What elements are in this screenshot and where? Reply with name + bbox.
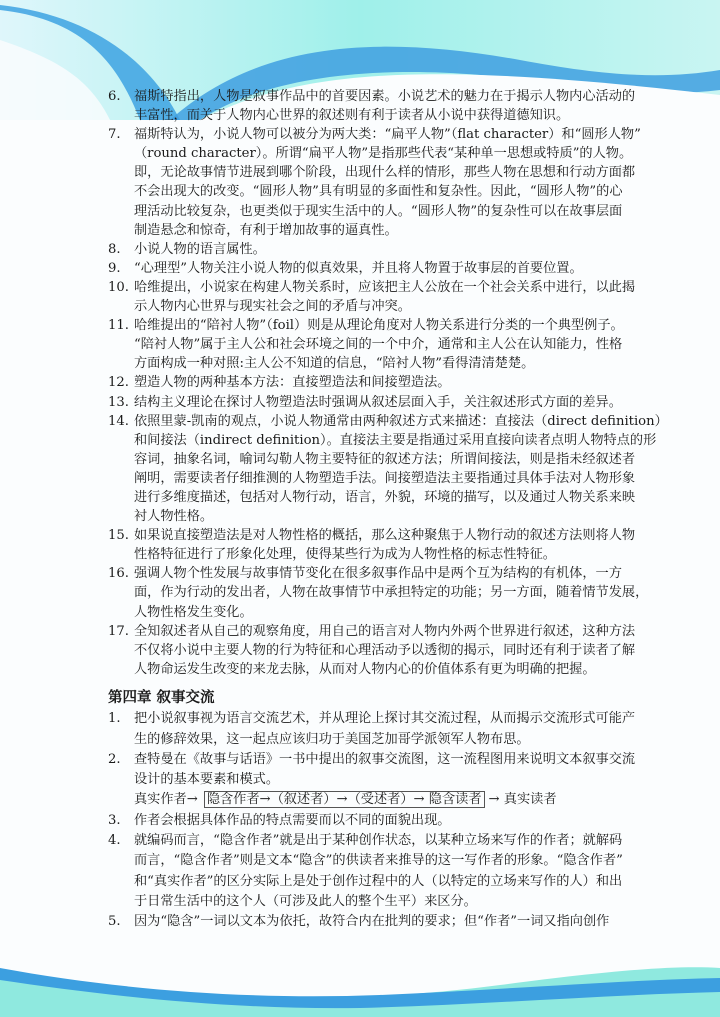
section-chapter-4 [108, 688, 636, 933]
item-number: 13. [108, 394, 129, 410]
item-text-line: 和间接法（indirect definition）。直接法主要是指通过采用直接向读者点明人物特点的形 [134, 432, 657, 448]
item-text-line: 因为“隐含”一词以文本为依托，故符合内在批判的要求；但“作者”一词又指向创作 [134, 914, 610, 930]
item-text-line: 方面构成一种对照:主人公不知道的信息，“陪衬人物”看得清清楚楚。 [134, 356, 535, 372]
item-text-line: 于日常生活中的这个人（可涉及此人的整个生平）来区分。 [134, 893, 477, 909]
item-text-line: 哈维提出的“陪衬人物”（foil）则是从理论角度对人物关系进行分类的一个典型例子。 [134, 318, 624, 334]
list-item [108, 87, 636, 125]
item-number: 9. [108, 260, 121, 276]
list-item [108, 811, 618, 831]
list-item [108, 259, 618, 278]
list-item [108, 373, 618, 392]
list-item [108, 564, 649, 621]
item-text-line: 查特曼在《故事与话语》一书中提出的叙事交流图，这一流程图用来说明文本叙事交流 [134, 751, 636, 767]
item-text-line: 把小说叙事视为语言交流艺术，并从理论上探讨其交流过程，从而揭示交流形式可能产 [134, 711, 636, 727]
list-item [108, 831, 623, 912]
chapter-heading: 第四章 叙事交流 [108, 690, 215, 706]
item-text-line: 强调人物个性发展与故事情节变化在很多叙事作品中是两个互为结构的有机体，一方 [134, 566, 622, 582]
item-number: 7. [108, 127, 121, 143]
item-text-line: 就编码而言，“隐含作者”就是出于某种创作状态，以某种立场来写作的作者；就解码 [134, 833, 623, 849]
item-text-line: “陪衬人物”属于主人公和社会环境之间的一个中介，通常和主人公在认知能力，性格 [134, 337, 623, 353]
item-number: 15. [108, 528, 129, 544]
list-item [108, 316, 624, 373]
item-number: 17. [108, 623, 129, 639]
flow-real-reader: → 真实读者 [488, 792, 557, 808]
item-number: 4. [108, 833, 121, 849]
narrative-communication-diagram [108, 790, 618, 810]
list-item [108, 240, 618, 259]
item-text-line: 面，作为行动的发出者，人物在故事情节中承担特定的功能；另一方面，随着情节发展， [134, 585, 649, 601]
list-item [108, 393, 622, 412]
list-item [108, 750, 636, 791]
item-text-line: 不仅将小说中主要人物的行为特征和心理活动予以透彻的揭示，同时还有利于读者了解 [134, 642, 636, 658]
flow-boxed-text: 隐含作者→（叙述者）→（受述者）→ 隐含读者 [204, 791, 485, 808]
flow-real-author: 真实作者→ [134, 792, 198, 808]
item-text-line: 和“真实作者”的区分实际上是处于创作过程中的人（以特定的立场来写作的人）和出 [134, 873, 623, 889]
list-item [108, 912, 618, 932]
item-text-line: 丰富性，而关于人物内心世界的叙述则有利于读者从小说中获得道德知识。 [134, 108, 570, 124]
item-text-line: “心理型”人物关注小说人物的似真效果，并且将人物置于故事层的首要位置。 [134, 260, 583, 276]
item-text-line: 即，无论故事情节进展到哪个阶段，出现什么样的情形，那些人物在思想和行动方面都 [134, 165, 636, 181]
list-item [108, 412, 668, 527]
item-text-line: 作者会根据具体作品的特点需要而以不同的面貌出现。 [134, 812, 451, 828]
item-number: 14. [108, 413, 129, 429]
item-number: 11. [108, 318, 129, 334]
item-number: 6. [108, 89, 121, 104]
list-item [108, 278, 636, 316]
list-item [108, 709, 636, 750]
item-number: 1. [108, 711, 121, 727]
item-text-line: 而言，“隐含作者”则是文本“隐含”的供读者来推导的这一写作者的形象。“隐含作者” [134, 853, 623, 869]
item-number: 12. [108, 375, 129, 391]
item-text-line: 结构主义理论在探讨人物塑造法时强调从叙述层面入手，关注叙述形式方面的差异。 [134, 394, 622, 410]
item-text-line: 衬人物性格。 [134, 509, 214, 525]
item-number: 3. [108, 812, 121, 828]
item-text-line: 小说人物的语言属性。 [134, 241, 266, 257]
section-character-notes [108, 87, 668, 679]
item-text-line: 依照里蒙-凯南的观点，小说人物通常由两种叙述方式来描述：直接法（direct definition） [134, 413, 668, 429]
item-text-line: 福斯特指出，人物是叙事作品中的首要因素。小说艺术的魅力在于揭示人物内心活动的 [134, 89, 636, 104]
item-number: 10. [108, 279, 129, 295]
item-text-line: 塑造人物的两种基本方法：直接塑造法和间接塑造法。 [134, 375, 451, 391]
item-text-line: 如果说直接塑造法是对人物性格的概括，那么这种聚焦于人物行动的叙述方法则将人物 [134, 528, 636, 544]
item-number: 8. [108, 241, 121, 257]
item-text-line: 制造悬念和惊奇，有利于增加故事的逼真性。 [134, 222, 398, 238]
item-number: 5. [108, 914, 121, 930]
item-text-line: （round character）。所谓“扁平人物”是指那些代表“某种单一思想或特质”的人物。 [134, 146, 633, 162]
item-text-line: 不会出现大的改变。“圆形人物”具有明显的多面性和复杂性。因此，“圆形人物”的心 [134, 184, 623, 200]
item-text-line: 生的修辞效果，这一起点应该归功于美国芝加哥学派领军人物布思。 [134, 731, 530, 747]
item-text-line: 容词，抽象名词，喻词勾勒人物主要特征的叙述方法；所谓间接法，则是指未经叙述者 [134, 451, 636, 467]
item-text-line: 理活动比较复杂，也更类似于现实生活中的人。“圆形人物”的复杂性可以在故事层面 [134, 203, 623, 219]
list-item [108, 526, 636, 564]
item-text-line: 人物性格发生变化。 [134, 604, 253, 620]
item-number: 2. [108, 751, 121, 767]
item-text-line: 全知叙述者从自己的观察角度，用自己的语言对人物内外两个世界进行叙述，这种方法 [134, 623, 636, 639]
item-text-line: 哈维提出，小说家在构建人物关系时，应该把主人公放在一个社会关系中进行，以此揭 [134, 279, 636, 295]
item-text-line: 福斯特认为，小说人物可以被分为两大类：“扁平人物”（flat character）和“圆形人物” [134, 127, 641, 143]
item-text-line: 设计的基本要素和模式。 [134, 772, 280, 788]
bottom-wave-decoration [0, 950, 720, 1017]
item-text-line: 人物命运发生改变的来龙去脉，从而对人物内心的价值体系有更为明确的把握。 [134, 661, 596, 677]
list-item [108, 622, 636, 679]
list-item [108, 125, 641, 240]
item-text-line: 阐明，需要读者仔细推测的人物塑造手法。间接塑造法主要指通过具体手法对人物形象 [134, 470, 636, 486]
item-text-line: 性格特征进行了形象化处理，使得某些行为成为人物性格的标志性特征。 [134, 547, 556, 563]
item-number: 16. [108, 566, 129, 582]
item-text-line: 进行多维度描述，包括对人物行动，语言，外貌，环境的描写，以及通过人物关系来映 [134, 489, 636, 505]
item-text-line: 示人物内心世界与现实社会之间的矛盾与冲突。 [134, 299, 411, 315]
